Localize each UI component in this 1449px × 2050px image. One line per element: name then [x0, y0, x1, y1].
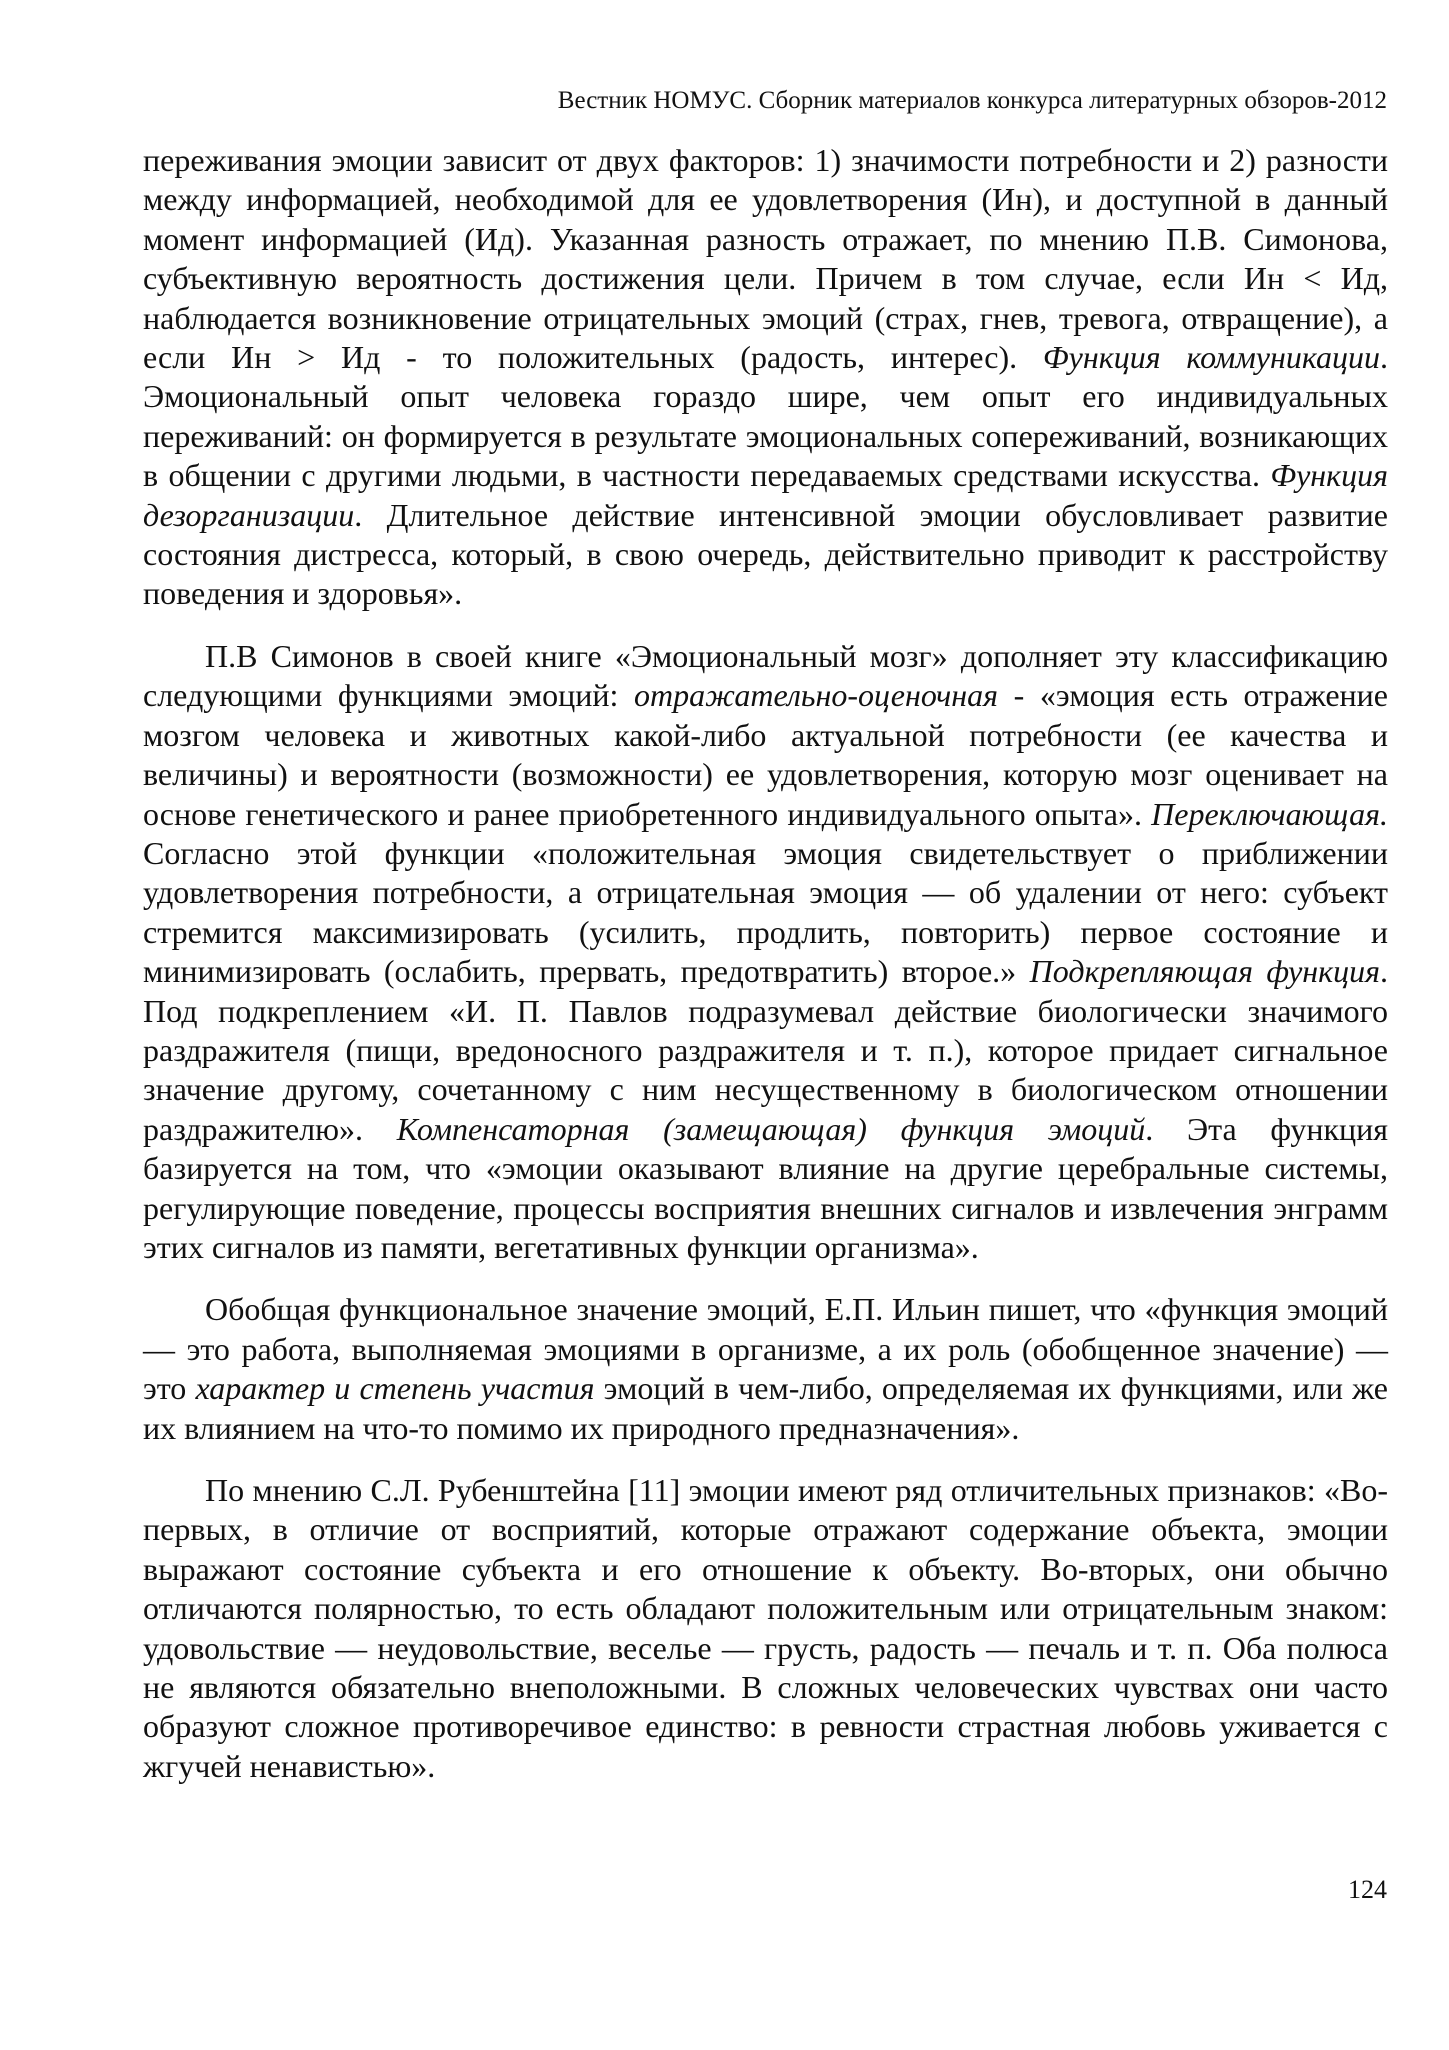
italic-term-disorganization-function: Функция дезорганизации [143, 457, 1388, 533]
italic-term-compensatory-function: Компенсаторная (замещающая) функция эмоций [396, 1110, 1146, 1147]
italic-term-character-and-degree: характер и степень участия [195, 1370, 595, 1407]
text-segment: Согласно этой функции «положительная эмоция свидетельствует о приближении удовлетворения потребности, а отрицательная эмоция — об удалении от него: субъект стремится максимизировать (усилить, продлить, повторить) первое состояние и минимизировать (ослабить, прервать, предотвратить) второе.» [143, 834, 1388, 990]
text-segment: переживания эмоции зависит от двух факторов: 1) значимости потребности и 2) разности между информацией, необходимой для ее удовлетворения (Ин), и доступной в данный момент информацией (Ид). Указанная разность отражает, по мнению П.В. Симонова, субъективную вероятность достижения цели. Причем в том случае, если Ин < Ид, наблюдается возникновение отрицательных эмоций (страх, гнев, тревога, отвращение), а если Ин > Ид - то положительных (радость, интерес). [143, 142, 1388, 376]
text-segment: . Эта функция базируется на том, что «эмоции оказывают влияние на другие церебральные системы, регулирующие поведение, процессы восприятия внешних сигналов и извлечения энграмм этих сигналов из памяти, вегетативных функции организма». [143, 1110, 1389, 1265]
text-segment: . Эмоциональный опыт человека гораздо шире, чем опыт его индивидуальных переживаний: он формируется в результате эмоциональных сопереживаний, возникающих в общении с другими людьми, в частности передаваемых средствами искусства. [143, 339, 1389, 494]
text-segment: «эмоция есть отражение мозгом человека и животных какой-либо актуальной потребности (ее качества и величины) и вероятности (возможности) ее удовлетворения, которую мозг оценивает на основе генетического и ранее приобретенного индивидуального опыта». [143, 677, 1389, 832]
italic-term-reflective-evaluative: отражательно-оценочная - [633, 677, 1025, 714]
text-segment: эмоций в чем-либо, определяемая их функциями, или же их влиянием на что-то помимо их природного предназначения». [143, 1370, 1388, 1446]
body-text [143, 141, 1388, 1786]
text-segment: . Длительное действие интенсивной эмоции обусловливает развитие состояния дистресса, который, в свою очередь, действительно приводит к расстройству поведения и здоровья». [143, 496, 1388, 612]
text-segment: Обобщая функциональное значение эмоций, Е.П. Ильин пишет, что «функция эмоций — это работа, выполняемая эмоциями в организме, а их роль (обобщенное значение) — это [143, 1291, 1388, 1407]
paragraph-simonov-classification [143, 637, 1388, 1268]
running-header: Вестник НОМУС. Сборник материалов конкурса литературных обзоров-2012 [557, 87, 1387, 114]
italic-term-switching: Переключающая. [1151, 795, 1388, 832]
italic-term-reinforcing-function: Подкрепляющая функция [1029, 953, 1381, 990]
text-segment: По мнению С.Л. Рубенштейна [11] эмоции имеют ряд отличительных признаков: «Во-первых, в отличие от восприятий, которые отражают содержание объекта, эмоции выражают состояние субъекта и его отношение к объекту. Во-вторых, они обычно отличаются полярностью, то есть обладают положительным или отрицательным знаком: удовольствие — неудовольствие, веселье — грусть, радость — печаль и т. п. Оба полюса не являются обязательно внеположными. В сложных человеческих чувствах они часто образуют сложное противоречивое единство: в ревности страстная любовь уживается с жгучей ненавистью». [143, 1472, 1388, 1784]
text-segment: П.В Симонов в своей книге «Эмоциональный мозг» дополняет эту классификацию следующими функциями эмоций: [143, 637, 1388, 714]
italic-term-communication-function: Функция коммуникации [1042, 339, 1381, 376]
paragraph-emotion-functions-continued [143, 141, 1388, 614]
paragraph-ilyin-summary [143, 1290, 1388, 1448]
page-number: 124 [1348, 1875, 1387, 1904]
paragraph-rubinstein-features [143, 1471, 1388, 1786]
text-segment: . Под подкреплением «И. П. Павлов подразумевал действие биологически значимого раздражителя (пищи, вредоносного раздражителя и т. п.), которое придает сигнальное значение другому, сочетанному с ним несущественному в биологическом отношении раздражителю». [143, 953, 1389, 1147]
